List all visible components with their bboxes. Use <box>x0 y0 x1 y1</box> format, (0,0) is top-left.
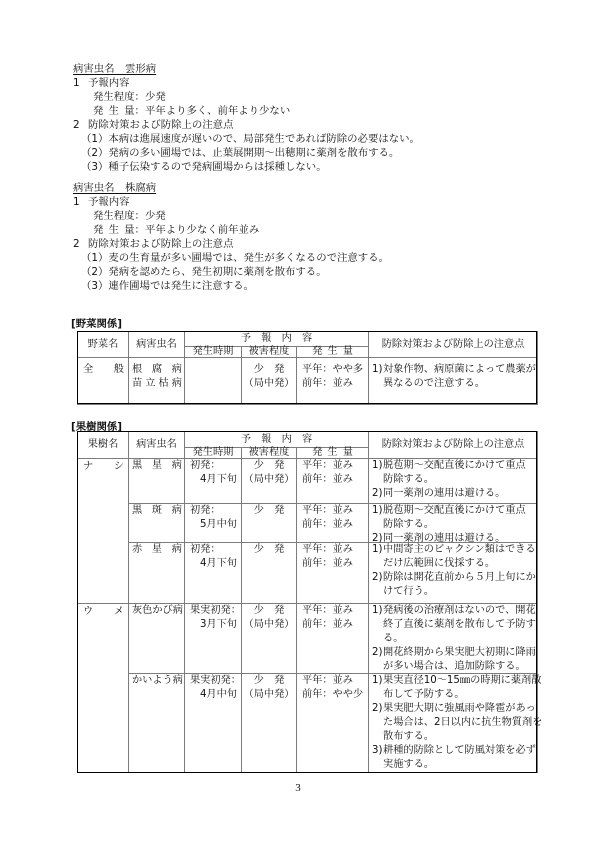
header-crop: 果樹名 <box>87 439 119 450</box>
table-row <box>78 504 538 543</box>
measure-number: 1) <box>372 460 383 471</box>
header-cell <box>78 332 129 358</box>
measure-line: 散布する。 <box>383 731 434 742</box>
pest-name: 赤星病 <box>132 544 182 555</box>
amount-vs-normal: 平年：並み <box>302 675 353 686</box>
pest-section-kabugusarebyo <box>73 181 389 293</box>
table-row <box>78 358 538 405</box>
amount-cell <box>297 504 369 543</box>
cell-content <box>129 604 184 673</box>
measure-line: 中間寄主のビャクシン類はできる <box>383 544 536 555</box>
cell-content <box>185 504 241 542</box>
cell-content <box>369 358 537 404</box>
measure-line: 防除は開花直前から５月上旬にか <box>383 572 536 583</box>
damage-cell <box>242 459 297 504</box>
cell-content <box>297 543 368 603</box>
measure-text <box>383 459 537 487</box>
vegetable-forecast-table <box>77 331 538 405</box>
header-cell <box>369 332 538 358</box>
cell-content <box>369 543 537 603</box>
measure-number: 2) <box>372 572 383 583</box>
cell-content <box>242 358 296 404</box>
measure-line: 同一薬剤の連用は避ける。 <box>383 533 506 544</box>
heading-text: 防除対策および防除上の注意点 <box>88 238 234 250</box>
measures-cell <box>369 604 538 674</box>
control-item: （1）本病は進展速度が遅いので、局部発生であれば防除の必要はない。 <box>81 133 420 145</box>
cell-content <box>369 459 537 503</box>
header-cell <box>242 347 297 358</box>
cell-content <box>297 459 368 503</box>
measure-number: 2) <box>372 703 383 714</box>
measure-line: 防除する。 <box>383 519 434 530</box>
measure-line: 脱苞期～交配直後にかけて重点 <box>383 460 526 471</box>
damage-level: 少 発 <box>253 364 285 375</box>
control-heading <box>73 237 389 251</box>
header-cell <box>369 432 538 459</box>
pest-name: かいよう病 <box>132 675 183 686</box>
amount-vs-last-year: 前年：並み <box>302 519 353 530</box>
amount-vs-normal: 平年：やや多 <box>302 364 364 375</box>
measure-item <box>372 702 543 744</box>
section-title: 病害虫名 株腐病 <box>73 182 157 194</box>
cell-content <box>242 504 296 542</box>
measure-line: 耕種的防除として防風対策を必ず <box>383 745 536 756</box>
fruit-section-label: [果樹関係] <box>71 421 123 433</box>
crop-cell <box>78 358 129 405</box>
cell-content <box>129 543 184 603</box>
header-damage: 被害程度 <box>248 447 290 458</box>
cell-content <box>242 604 296 673</box>
timing-date: 4月下旬 <box>199 558 237 569</box>
measure-text <box>383 604 537 646</box>
cell-content <box>185 459 241 503</box>
damage-cell <box>242 504 297 543</box>
forecast-item: 発 生 量：平年より多く、前年より少ない <box>93 105 291 117</box>
timing-date: 4月中旬 <box>199 689 237 700</box>
amount-vs-normal: 平年：並み <box>302 544 353 555</box>
timing-label: 初発： <box>190 460 221 471</box>
measure-item <box>372 674 542 702</box>
item-number: 1 <box>73 196 80 208</box>
measure-line: 発病後の治療剤はないので、開花 <box>383 605 536 616</box>
fruit-forecast-table <box>77 431 543 773</box>
damage-level: 少 発 <box>253 605 285 616</box>
amount-vs-normal: 平年：並み <box>302 460 353 471</box>
header-cell <box>129 432 185 459</box>
amount-vs-normal: 平年：並み <box>302 605 353 616</box>
header-forecast: 予 報 内 容 <box>240 434 313 445</box>
control-item: （2）発病を認めたら、発生初期に薬剤を散布する。 <box>81 266 327 278</box>
item-number: 2 <box>73 119 80 131</box>
header-cell <box>185 432 369 448</box>
timing-label: 果実初発： <box>190 605 241 616</box>
timing-cell <box>185 604 242 674</box>
crop-name: ナシ <box>83 461 124 472</box>
measure-line: 防除する。 <box>383 474 434 485</box>
measure-number: 1) <box>372 544 383 555</box>
control-item: （2）発病の多い圃場では、止葉展開期～出穂期に薬剤を散布する。 <box>81 147 400 159</box>
measure-line: 布して予防する。 <box>383 689 465 700</box>
measure-text <box>383 744 537 772</box>
amount-vs-normal: 平年：並み <box>302 505 353 516</box>
pest-name: 灰色かび病 <box>132 605 183 616</box>
table-row <box>78 674 538 773</box>
header-pest: 病害虫名 <box>136 439 177 450</box>
amount-cell <box>297 604 369 674</box>
measure-item <box>372 571 537 599</box>
header-damage: 被害程度 <box>248 346 290 357</box>
header-cell <box>242 448 297 459</box>
timing-cell <box>185 543 242 604</box>
control-item: （1）麦の生育量が多い圃場では、発生が多くなるので注意する。 <box>81 252 389 264</box>
crop-cell <box>78 604 129 773</box>
item-number: 1 <box>73 77 80 89</box>
header-timing: 発生時期 <box>192 346 234 357</box>
measure-item <box>372 543 537 571</box>
measure-number: 1) <box>372 505 383 516</box>
forecast-item: 発生程度：少発 <box>93 210 166 222</box>
measure-line: 対象作物、病原菌によって農薬が <box>383 364 536 375</box>
measures-cell <box>369 459 538 504</box>
measure-text <box>383 571 537 599</box>
cell-content <box>78 358 128 404</box>
cell-content <box>129 674 184 772</box>
timing-label: 初発： <box>190 505 221 516</box>
measure-line: 果実肥大期に強風雨や降雹があっ <box>383 703 536 714</box>
table-row <box>78 459 538 504</box>
pest-cell <box>129 504 185 543</box>
header-measures: 防除対策および防除上の注意点 <box>381 439 525 450</box>
cell-content <box>129 358 184 404</box>
header-cell <box>185 332 369 347</box>
amount-vs-last-year: 前年：並み <box>302 378 353 389</box>
measure-text <box>383 702 542 744</box>
cell-content <box>297 604 368 673</box>
cell-content <box>369 674 543 772</box>
page-number: 3 <box>295 782 301 794</box>
cell-content <box>185 358 241 404</box>
measure-number: 1) <box>372 364 383 375</box>
measures-cell <box>369 674 543 773</box>
pest-cell <box>129 358 185 405</box>
measure-line: 異なるので注意する。 <box>383 378 485 389</box>
header-cell <box>185 347 242 358</box>
forecast-item: 発 生 量：平年より少なく前年並み <box>93 224 260 236</box>
damage-note: （局中発） <box>243 378 295 389</box>
measure-number: 2) <box>372 533 383 544</box>
cell-content <box>242 459 296 503</box>
header-forecast: 予 報 内 容 <box>240 333 313 344</box>
measure-line: 実施する。 <box>383 759 434 770</box>
damage-level: 少 発 <box>253 505 285 516</box>
cell-content <box>369 604 537 673</box>
forecast-item: 発生程度：少発 <box>93 91 166 103</box>
pest-name: 黒斑病 <box>132 505 182 516</box>
amount-vs-last-year: 前年：並み <box>302 474 353 485</box>
cell-content <box>297 358 368 404</box>
vegetable-section-label: [野菜関係] <box>71 318 123 330</box>
header-cell <box>297 347 369 358</box>
header-cell <box>185 448 242 459</box>
cell-content <box>129 459 184 503</box>
crop-name: ウメ <box>83 606 124 617</box>
header-row <box>78 432 538 448</box>
cell-content <box>242 674 296 772</box>
pest-cell <box>129 674 185 773</box>
measure-line: 終了直後に薬剤を散布して予防す <box>383 619 536 630</box>
heading-text: 防除対策および防除上の注意点 <box>88 119 234 131</box>
amount-cell <box>297 358 369 405</box>
amount-cell <box>297 543 369 604</box>
header-timing: 発生時期 <box>192 447 234 458</box>
forecast-heading <box>73 195 389 209</box>
measure-number: 1) <box>372 675 383 686</box>
measure-item <box>372 363 537 391</box>
header-amount: 発 生 量 <box>312 447 353 458</box>
pest-name: 黒星病 <box>132 460 182 471</box>
measure-line: る。 <box>383 633 404 644</box>
measure-line: 果実直径10～15㎜の時期に薬剤散 <box>383 675 542 686</box>
measure-text <box>383 504 537 532</box>
control-item: （3）種子伝染するので発病圃場からは採種しない。 <box>81 161 327 173</box>
damage-note: （局中発） <box>243 619 295 630</box>
heading-text: 予報内容 <box>88 77 130 89</box>
measure-number: 2) <box>372 488 383 499</box>
amount-cell <box>297 674 369 773</box>
pest-name: 苗立枯病 <box>132 378 182 389</box>
measure-number: 2) <box>372 647 383 658</box>
damage-cell <box>242 543 297 604</box>
timing-label: 果実初発： <box>190 675 241 686</box>
measure-text <box>383 487 537 501</box>
measure-number: 3) <box>372 745 383 756</box>
damage-cell <box>242 674 297 773</box>
header-amount: 発 生 量 <box>312 346 353 357</box>
measure-item <box>372 504 537 532</box>
cell-content <box>78 459 128 474</box>
header-cell <box>78 432 129 459</box>
damage-note: （局中発） <box>243 689 295 700</box>
measure-item <box>372 744 537 772</box>
header-measures: 防除対策および防除上の注意点 <box>381 338 525 350</box>
table-row <box>78 604 538 674</box>
timing-cell <box>185 504 242 543</box>
amount-vs-last-year: 前年：並み <box>302 558 353 569</box>
timing-date: 4月下旬 <box>199 474 237 485</box>
measure-line: 同一薬剤の連用は避ける。 <box>383 488 506 499</box>
pest-cell <box>129 543 185 604</box>
damage-cell <box>242 358 297 405</box>
timing-cell <box>185 459 242 504</box>
cell-content <box>185 604 241 673</box>
measure-item <box>372 604 537 646</box>
heading-text: 予報内容 <box>88 196 130 208</box>
timing-cell <box>185 358 242 405</box>
amount-vs-last-year: 前年：並み <box>302 619 353 630</box>
control-item: （3）連作圃場では発生に注意する。 <box>81 280 254 292</box>
pest-cell <box>129 459 185 504</box>
cell-content <box>185 674 241 772</box>
header-row <box>78 332 538 347</box>
forecast-heading <box>73 76 420 90</box>
amount-cell <box>297 459 369 504</box>
measure-item <box>372 459 537 487</box>
measure-line: が多い場合は、追加防除する。 <box>383 661 526 672</box>
measure-text <box>383 674 541 702</box>
measures-cell <box>369 543 538 604</box>
measure-line: だけ広範囲に伐採する。 <box>383 558 496 569</box>
pest-section-unkeibyo <box>73 62 420 174</box>
cell-content <box>129 504 184 542</box>
table-row <box>78 543 538 604</box>
pest-name: 根腐病 <box>132 364 182 375</box>
measure-item <box>372 487 537 501</box>
timing-date: 3月下旬 <box>199 619 237 630</box>
cell-content <box>297 504 368 542</box>
timing-date: 5月中旬 <box>199 519 237 530</box>
amount-vs-last-year: 前年：やや少 <box>302 689 364 700</box>
header-pest: 病害虫名 <box>136 338 177 350</box>
measures-cell <box>369 358 538 405</box>
measure-text <box>383 646 537 674</box>
damage-level: 少 発 <box>253 675 285 686</box>
measure-line: 脱苞期～交配直後にかけて重点 <box>383 505 526 516</box>
header-crop: 野菜名 <box>87 338 119 350</box>
header-cell <box>129 332 185 358</box>
measure-text <box>383 363 537 391</box>
damage-level: 少 発 <box>253 544 285 555</box>
measure-line: けて行う。 <box>383 586 434 597</box>
damage-level: 少 発 <box>253 460 285 471</box>
measure-line: た場合は、2日以内に抗生物質剤を <box>383 717 543 728</box>
cell-content <box>242 543 296 603</box>
pest-cell <box>129 604 185 674</box>
timing-label: 初発： <box>190 544 221 555</box>
measure-text <box>383 543 537 571</box>
measure-line: 開花終期から果実肥大初期に降雨 <box>383 647 536 658</box>
damage-cell <box>242 604 297 674</box>
header-cell <box>297 448 369 459</box>
cell-content <box>297 674 368 772</box>
cell-content <box>185 543 241 603</box>
cell-content <box>78 604 128 619</box>
cell-content <box>369 504 537 542</box>
crop-cell <box>78 459 129 604</box>
control-heading <box>73 118 420 132</box>
timing-cell <box>185 674 242 773</box>
measure-number: 1) <box>372 605 383 616</box>
damage-note: （局中発） <box>243 474 295 485</box>
item-number: 2 <box>73 238 80 250</box>
crop-name: 全般 <box>83 364 124 375</box>
measure-item <box>372 646 537 674</box>
measures-cell <box>369 504 538 543</box>
section-title: 病害虫名 雲形病 <box>73 63 157 75</box>
